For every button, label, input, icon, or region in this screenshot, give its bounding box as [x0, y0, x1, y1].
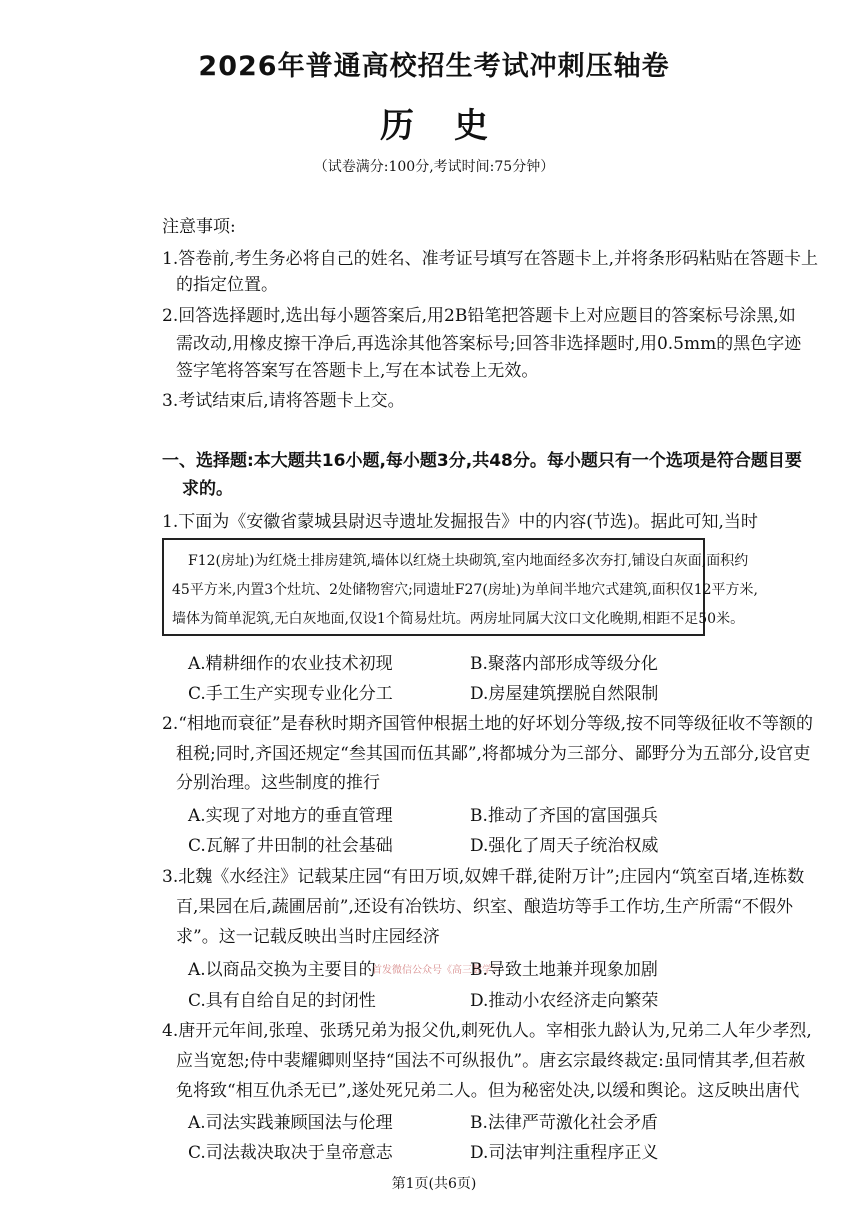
question-4-option-c[interactable]: C.司法裁决取决于皇帝意志 — [188, 1143, 393, 1163]
excerpt-line: 45平方米,内置3个灶坑、2处储物窖穴;同遗址F27(房址)为单间半地穴式建筑,面积仅12平方米, — [172, 582, 758, 598]
question-1-option-d[interactable]: D.房屋建筑摆脱自然限制 — [470, 684, 659, 704]
question-4-option-d[interactable]: D.司法审判注重程序正义 — [470, 1143, 659, 1163]
excerpt-line: 墙体为简单泥筑,无白灰地面,仅设1个简易灶坑。两房址同属大汶口文化晚期,相距不足50米。 — [172, 611, 745, 627]
question-4-line: 4.唐开元年间,张瑝、张琇兄弟为报父仇,刺死仇人。宰相张九龄认为,兄弟二人年少孝烈, — [162, 1021, 812, 1041]
question-3-option-b[interactable]: B.导致土地兼并现象加剧 — [470, 960, 658, 980]
question-1-excerpt-box — [162, 538, 758, 636]
notice-line: 1.答卷前,考生务必将自己的姓名、准考证号填写在答题卡上,并将条形码粘贴在答题卡上 — [162, 249, 819, 269]
question-2-line: 2.“相地而衰征”是春秋时期齐国管仲根据土地的好坏划分等级,按不同等级征收不等额的 — [162, 714, 814, 734]
page-footer: 第1页(共6页) — [391, 1176, 477, 1192]
question-3-option-a[interactable]: A.以商品交换为主要目的 — [188, 960, 376, 980]
question-4-option-a[interactable]: A.司法实践兼顾国法与伦理 — [188, 1113, 393, 1133]
notice-line: 2.回答选择题时,选出每小题答案后,用2B铅笔把答题卡上对应题目的答案标号涂黑,如 — [162, 306, 796, 326]
section-heading: 一、选择题:本大题共16小题,每小题3分,共48分。每小题只有一个选项是符合题目要 — [162, 451, 802, 471]
question-4-line: 应当宽恕;侍中裴耀卿则坚持“国法不可纵报仇”。唐玄宗最终裁定:虽同情其孝,但若赦 — [176, 1051, 806, 1071]
question-2-option-d[interactable]: D.强化了周天子统治权威 — [470, 836, 659, 856]
exam-meta: （试卷满分:100分,考试时间:75分钟） — [313, 159, 555, 175]
subject-title: 历史 — [380, 106, 528, 146]
question-4-line: 免将致“相互仇杀无已”,遂处死兄弟二人。但为秘密处决,以缓和舆论。这反映出唐代 — [176, 1081, 800, 1101]
question-2-line: 分别治理。这些制度的推行 — [176, 773, 380, 793]
question-3-option-d[interactable]: D.推动小农经济走向繁荣 — [470, 991, 659, 1011]
watermark: 首发微信公众号《高三数学》 — [372, 965, 502, 976]
question-3-line: 3.北魏《水经注》记载某庄园“有田万顷,奴婢千群,徒附万计”;庄园内“筑室百堵,连栋数 — [162, 867, 805, 887]
excerpt-line: F12(房址)为红烧土排房建筑,墙体以红烧土块砌筑,室内地面经多次夯打,铺设白灰面,面积约 — [188, 553, 749, 569]
question-3-line: 求”。这一记载反映出当时庄园经济 — [176, 927, 440, 947]
question-3-option-c[interactable]: C.具有自给自足的封闭性 — [188, 991, 376, 1011]
question-2-line: 租税;同时,齐国还规定“叁其国而伍其鄙”,将都城分为三部分、鄙野分为五部分,设官吏 — [176, 744, 811, 764]
question-2-option-c[interactable]: C.瓦解了井田制的社会基础 — [188, 836, 393, 856]
question-1-stem: 1.下面为《安徽省蒙城县尉迟寺遗址发掘报告》中的内容(节选)。据此可知,当时 — [162, 512, 758, 532]
section-heading-cont: 求的。 — [182, 479, 233, 499]
question-2-option-a[interactable]: A.实现了对地方的垂直管理 — [188, 806, 393, 826]
exam-title: 2026年普通高校招生考试冲刺压轴卷 — [198, 51, 670, 82]
notice-line: 需改动,用橡皮擦干净后,再选涂其他答案标号;回答非选择题时,用0.5mm的黑色字迹 — [176, 334, 802, 354]
question-1-option-b[interactable]: B.聚落内部形成等级分化 — [470, 654, 658, 674]
notice-line: 签字笔将答案写在答题卡上,写在本试卷上无效。 — [176, 361, 539, 381]
question-2-option-b[interactable]: B.推动了齐国的富国强兵 — [470, 806, 658, 826]
notice-heading: 注意事项: — [162, 217, 236, 237]
question-1-option-a[interactable]: A.精耕细作的农业技术初现 — [188, 654, 393, 674]
notice-line: 的指定位置。 — [176, 275, 278, 295]
question-3-line: 百,果园在后,蔬圃居前”,还设有冶铁坊、织室、酿造坊等手工作坊,生产所需“不假外 — [176, 897, 793, 917]
question-1-option-c[interactable]: C.手工生产实现专业化分工 — [188, 684, 393, 704]
notice-line: 3.考试结束后,请将答题卡上交。 — [162, 391, 405, 411]
question-4-option-b[interactable]: B.法律严苛激化社会矛盾 — [470, 1113, 658, 1133]
